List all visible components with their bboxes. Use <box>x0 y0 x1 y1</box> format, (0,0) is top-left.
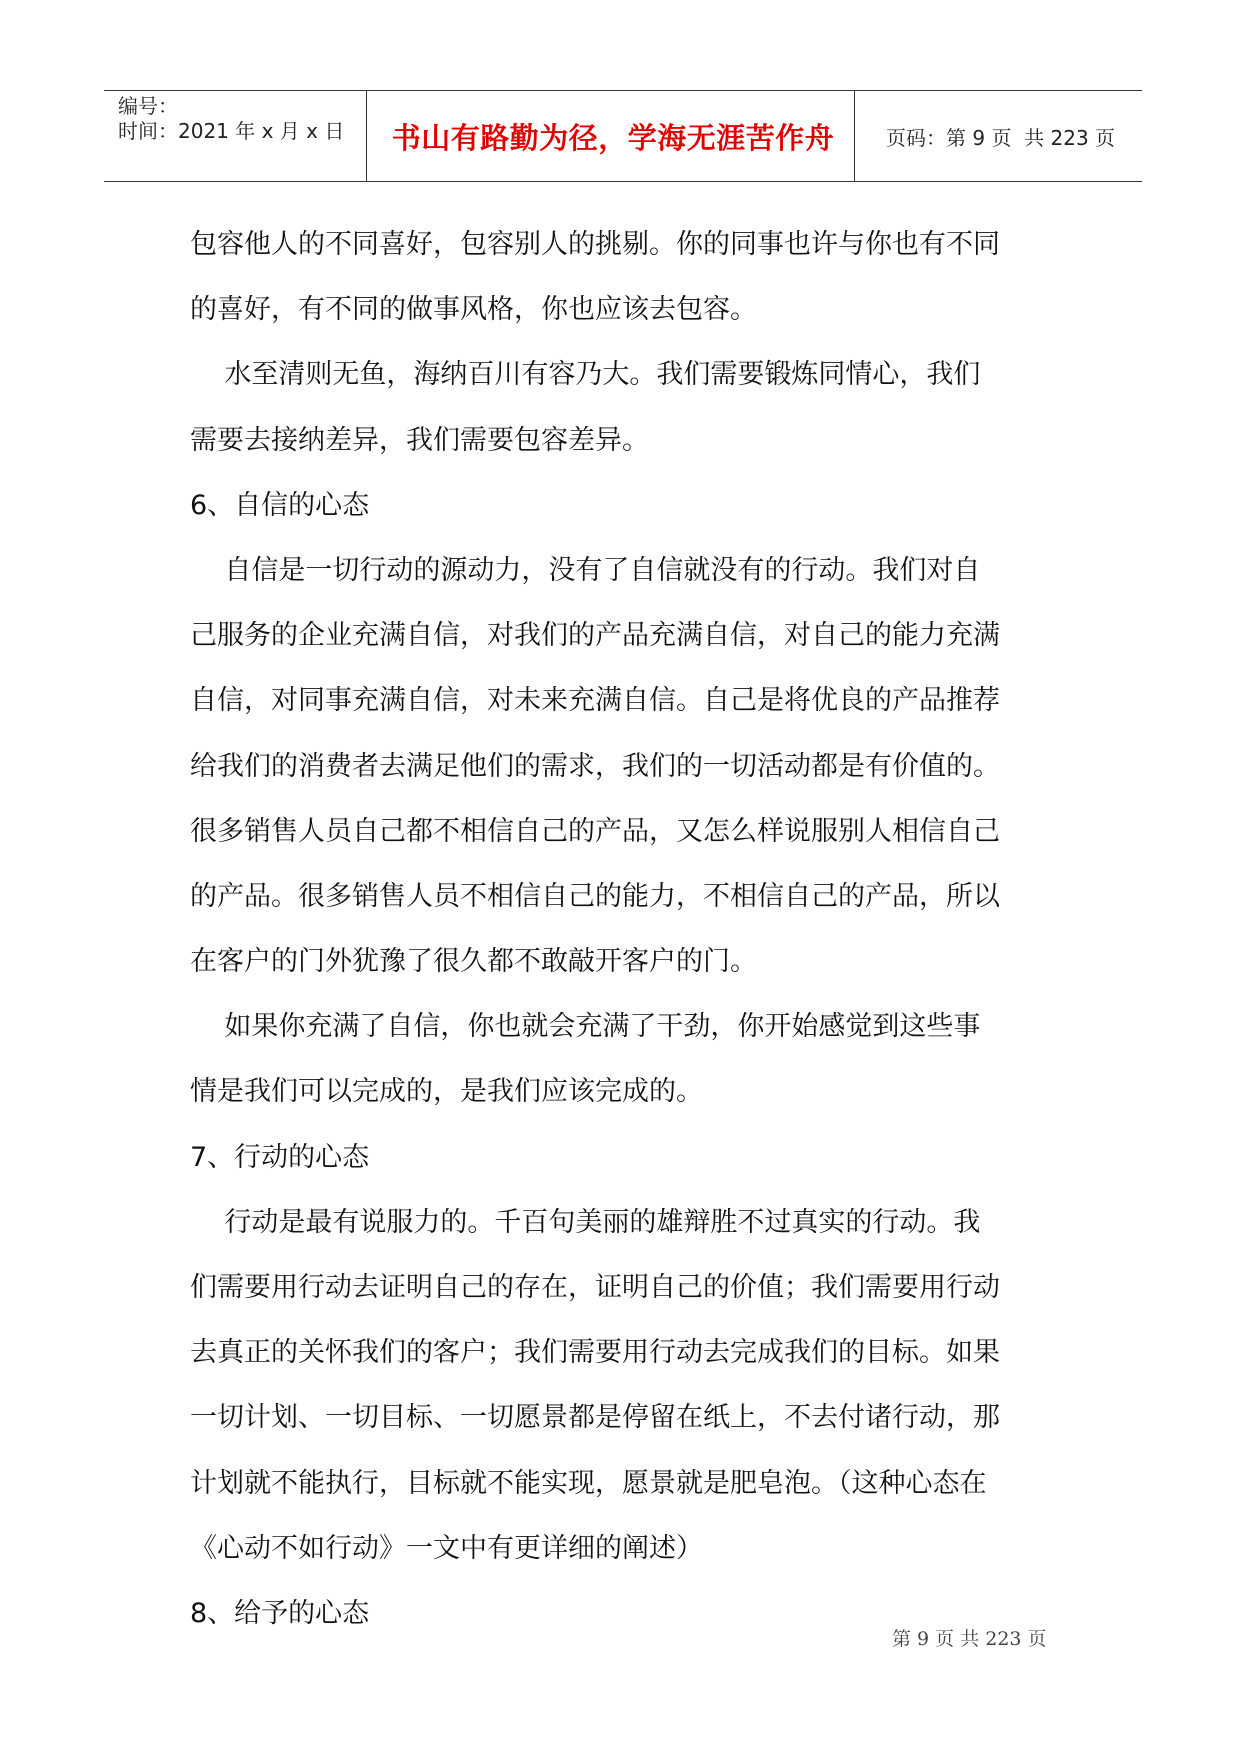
page-header <box>104 90 1142 182</box>
text-line: 需要去接纳差异，我们需要包容差异。 <box>190 424 649 456</box>
text-line: 自信是一切行动的源动力，没有了自信就没有的行动。我们对自 <box>190 554 981 586</box>
text-line: 己服务的企业充满自信，对我们的产品充满自信，对自己的能力充满 <box>190 620 1000 652</box>
section-heading: 7、行动的心态 <box>190 1141 370 1173</box>
time-label: 时间：2021 年 x 月 x 日 <box>118 119 345 143</box>
text-line: 很多销售人员自己都不相信自己的产品，又怎么样说服别人相信自己 <box>190 815 1000 847</box>
document-body <box>190 212 1080 1646</box>
text-line: 的产品。很多销售人员不相信自己的能力，不相信自己的产品，所以 <box>190 880 1000 912</box>
text-line: 包容他人的不同喜好，包容别人的挑剔。你的同事也许与你也有不同 <box>190 229 1000 260</box>
header-meta <box>118 94 344 144</box>
text-line: 自信，对同事充满自信，对未来充满自信。自己是将优良的产品推荐 <box>190 685 1000 717</box>
text-line: 行动是最有说服力的。千百句美丽的雄辩胜不过真实的行动。我 <box>190 1206 981 1238</box>
text-line: 计划就不能执行，目标就不能实现，愿景就是肥皂泡。（这种心态在 <box>190 1467 987 1499</box>
text-line: 水至清则无鱼，海纳百川有容乃大。我们需要锻炼同情心，我们 <box>190 359 981 391</box>
text-line: 一切计划、一切目标、一切愿景都是停留在纸上，不去付诸行动，那 <box>190 1402 1000 1434</box>
text-line: 们需要用行动去证明自己的存在，证明自己的价值；我们需要用行动 <box>190 1272 1000 1303</box>
header-motto: 书山有路勤为径，学海无涯苦作舟 <box>391 120 835 155</box>
text-line: 如果你充满了自信，你也就会充满了干劲，你开始感觉到这些事 <box>190 1011 981 1043</box>
text-line: 去真正的关怀我们的客户；我们需要用行动去完成我们的目标。如果 <box>190 1337 1000 1369</box>
text-line: 给我们的消费者去满足他们的需求，我们的一切活动都是有价值的。 <box>190 750 1000 782</box>
section-heading: 6、自信的心态 <box>190 489 370 521</box>
header-page-code: 页码：第 9 页 共 223 页 <box>886 125 1116 150</box>
text-line: 情是我们可以完成的，是我们应该完成的。 <box>190 1076 703 1108</box>
text-line: 的喜好，有不同的做事风格，你也应该去包容。 <box>190 294 757 326</box>
text-line: 在客户的门外犹豫了很久都不敢敲开客户的门。 <box>190 946 757 978</box>
page-footer: 第 9 页 共 223 页 <box>892 1628 1047 1650</box>
header-divider <box>366 91 367 181</box>
text-line: 《心动不如行动》一文中有更详细的阐述） <box>190 1532 703 1564</box>
section-heading: 8、给予的心态 <box>190 1597 370 1629</box>
header-divider <box>854 91 855 181</box>
number-label: 编号： <box>118 94 178 118</box>
